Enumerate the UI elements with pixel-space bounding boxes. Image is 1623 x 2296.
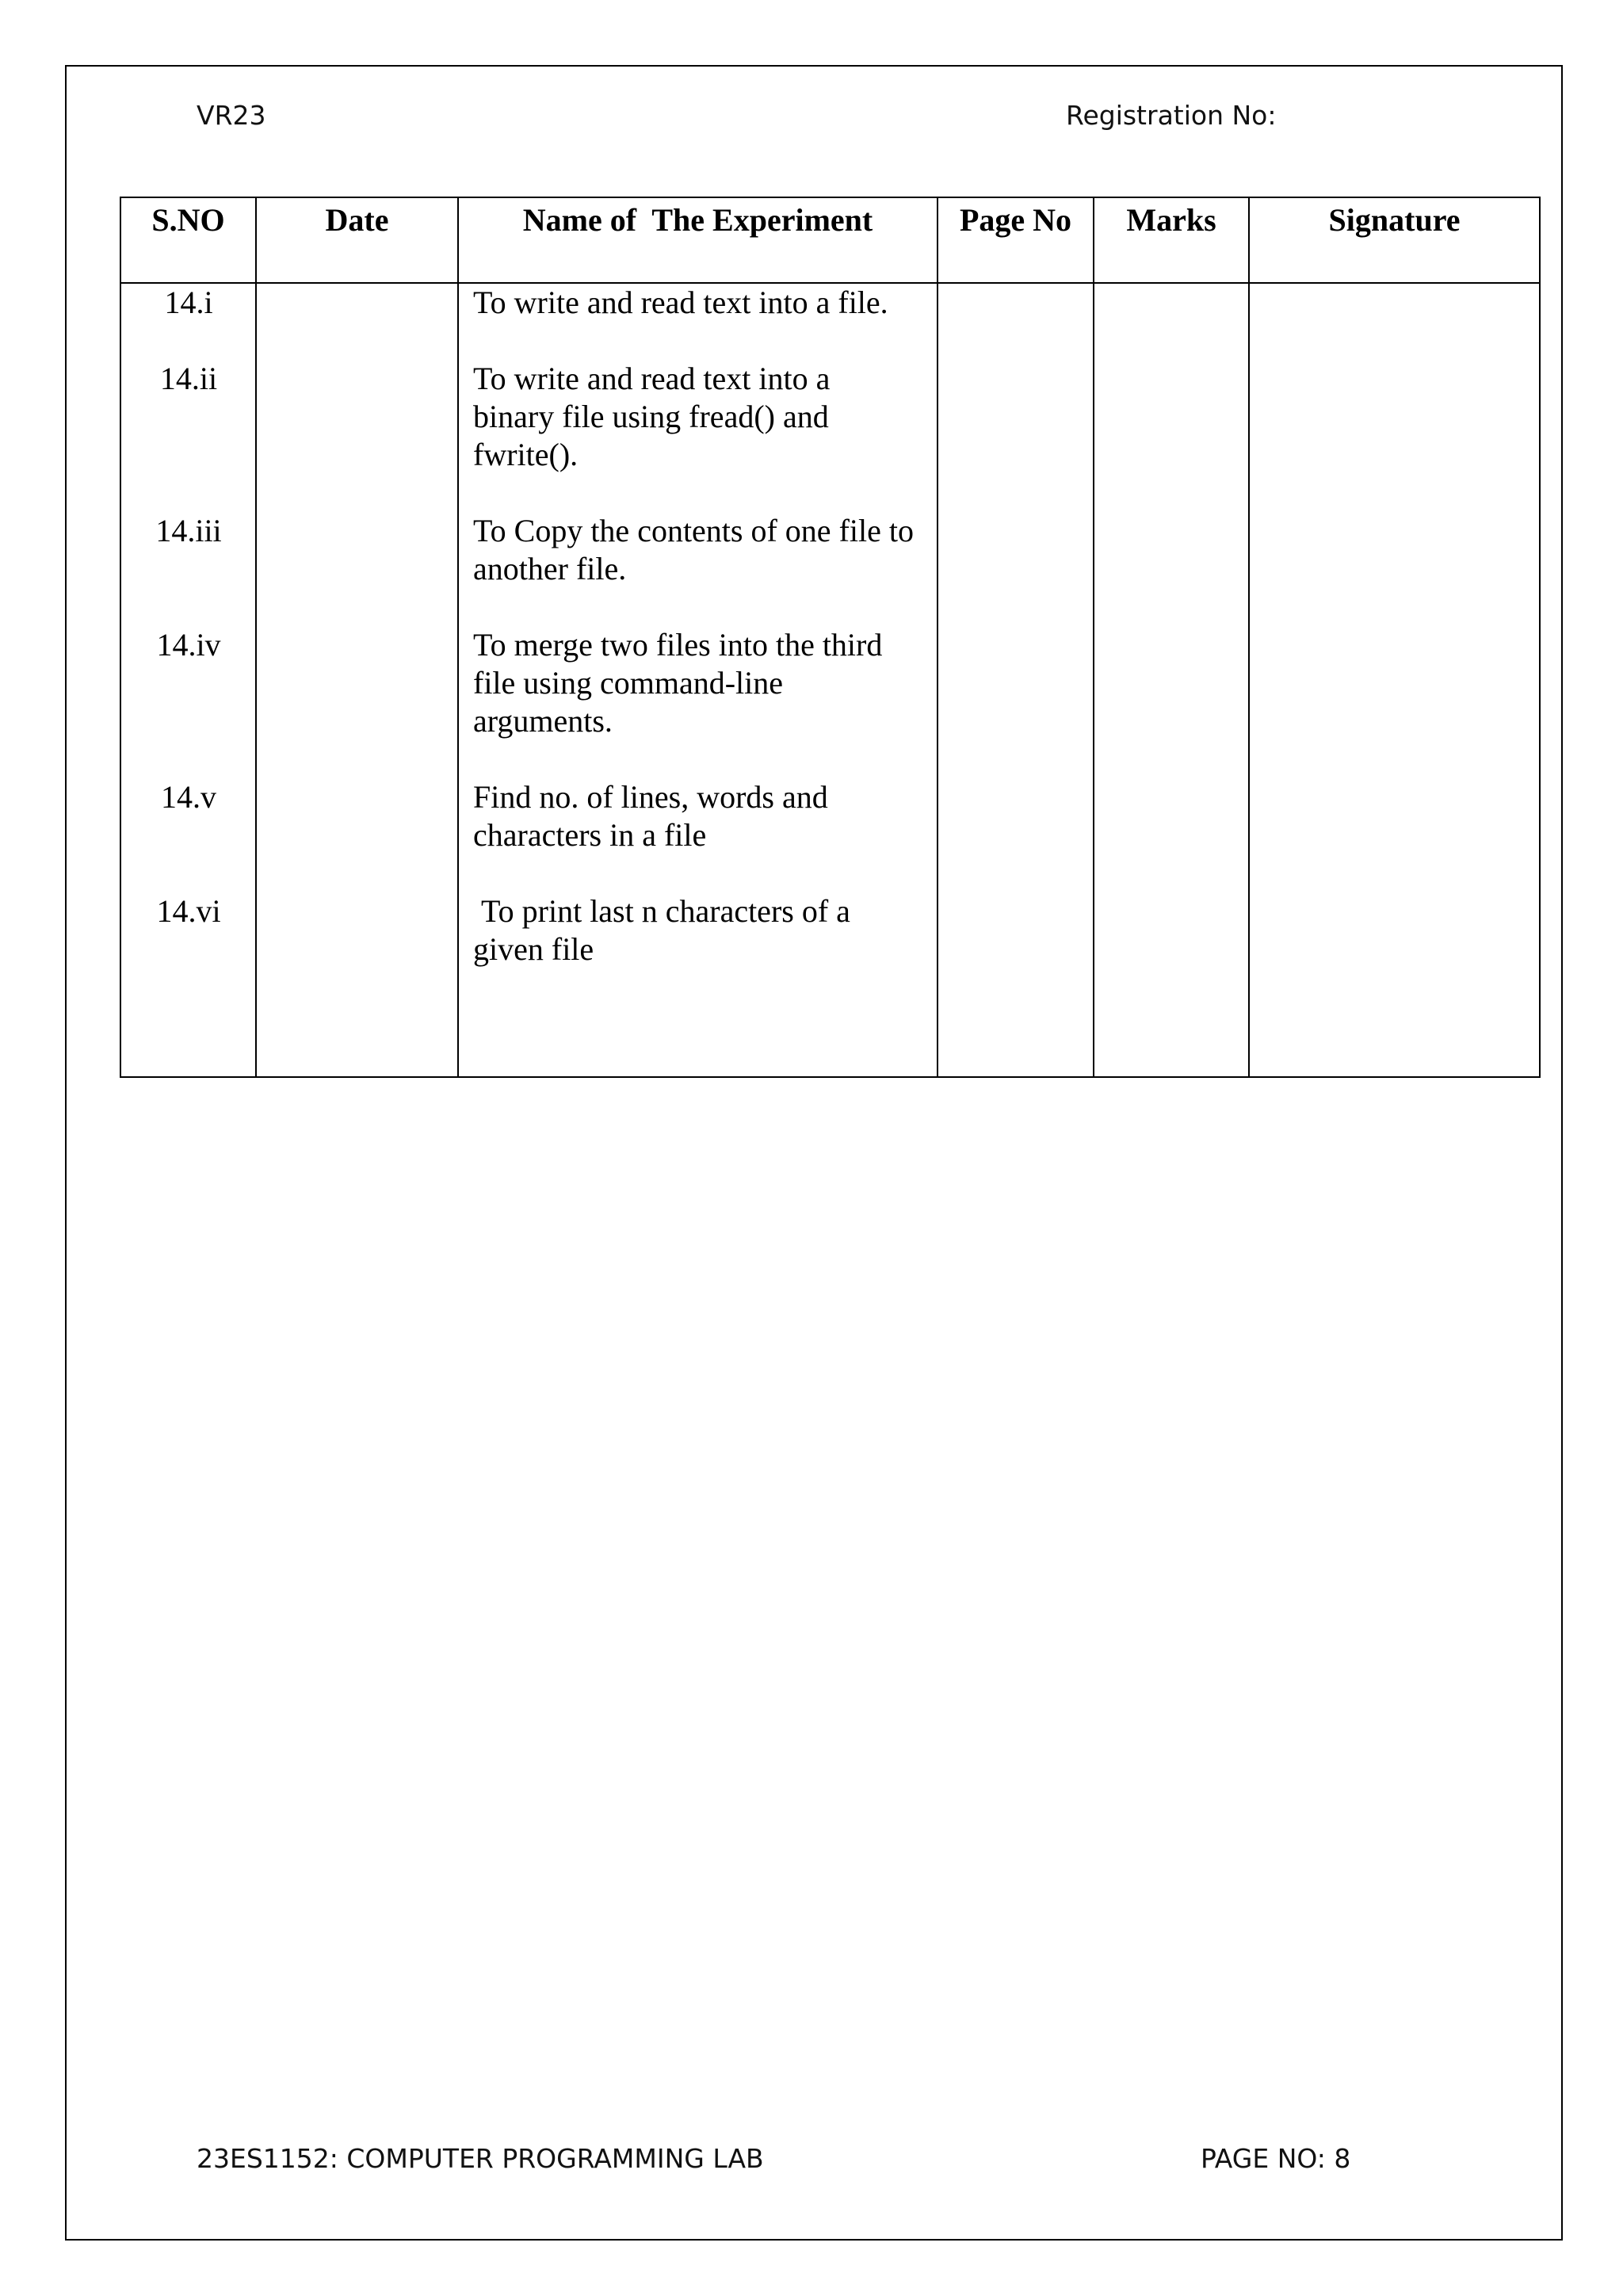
table-row-sno: 14.iii xyxy=(155,513,222,548)
column-header-sno: S.NO xyxy=(120,197,256,283)
header-left: VR23 xyxy=(197,100,266,131)
column-header-date: Date xyxy=(256,197,458,283)
table-row-sno: 14.iv xyxy=(156,627,221,663)
table-row-name: To print last n characters of a given file xyxy=(473,893,858,967)
sno-cell xyxy=(120,283,256,1077)
table-row-sno: 14.vi xyxy=(156,893,221,929)
column-header-signature: Signature xyxy=(1249,197,1540,283)
marks-cell xyxy=(1094,283,1249,1077)
table-row-sno: 14.v xyxy=(161,779,216,815)
table-header-row xyxy=(120,197,1540,283)
table-row-name: To merge two files into the third file using command-line arguments. xyxy=(473,627,883,739)
table-row-name: To write and read text into a file. xyxy=(473,285,888,320)
column-header-marks: Marks xyxy=(1094,197,1249,283)
table-row-name: To Copy the contents of one file to another file. xyxy=(473,513,914,586)
table-body-row xyxy=(120,283,1540,1077)
footer-course: 23ES1152: COMPUTER PROGRAMMING LAB xyxy=(197,2143,764,2174)
column-header-page-no: Page No xyxy=(938,197,1094,283)
table-row-sno: 14.i xyxy=(164,285,213,320)
table-row-sno: 14.ii xyxy=(159,361,218,396)
column-header-name: Name of The Experiment xyxy=(458,197,938,283)
experiments-table xyxy=(120,197,1541,1078)
name-cell xyxy=(458,283,938,1077)
table-row-name: To write and read text into a binary file using fread() and fwrite(). xyxy=(473,361,831,472)
table-row-name: Find no. of lines, words and characters in a file xyxy=(473,779,828,853)
date-cell xyxy=(256,283,458,1077)
signature-cell xyxy=(1249,283,1540,1077)
footer-page-number: PAGE NO: 8 xyxy=(1201,2143,1351,2174)
header-right: Registration No: xyxy=(1066,100,1277,131)
page-no-cell xyxy=(938,283,1094,1077)
